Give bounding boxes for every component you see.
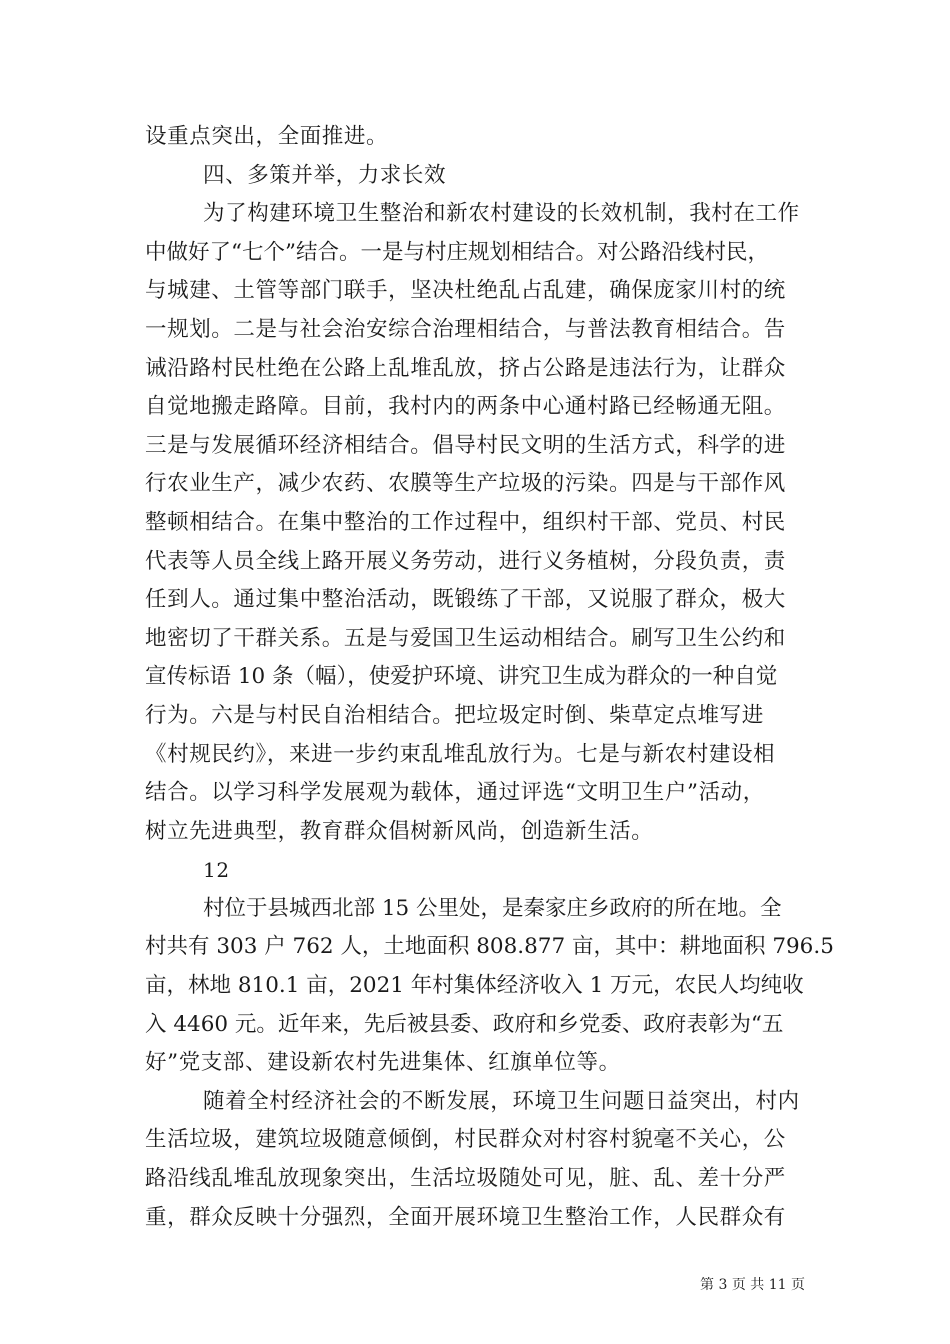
- text-line: 好”党支部、建设新农村先进集体、红旗单位等。: [145, 1050, 621, 1076]
- text-line: 树立先进典型，教育群众倡树新风尚，创造新生活。: [145, 818, 654, 844]
- text-line: 村共有 303 户 762 人，土地面积 808.877 亩，其中：耕地面积 796.5: [145, 934, 834, 960]
- text-line: 宣传标语 10 条（幅），使爱护环境、讲究卫生成为群众的一种自觉: [145, 664, 778, 690]
- text-line: 与城建、土管等部门联手，坚决杜绝乱占乱建，确保庞家川村的统: [145, 278, 786, 304]
- text-line: 自觉地搬走路障。目前，我村内的两条中心通村路已经畅通无阻。: [145, 394, 786, 420]
- section-heading: 四、多策并举，力求长效: [203, 162, 447, 188]
- text-line: 入 4460 元。近年来，先后被县委、政府和乡党委、政府表彰为“五: [145, 1011, 784, 1037]
- text-line: 村位于县城西北部 15 公里处，是秦家庄乡政府的所在地。全: [203, 895, 782, 921]
- text-line: 三是与发展循环经济相结合。倡导村民文明的生活方式，科学的进: [145, 432, 786, 458]
- page-number: 第 3 页 共 11 页: [700, 1277, 805, 1293]
- text-line: 路沿线乱堆乱放现象突出，生活垃圾随处可见，脏、乱、差十分严: [145, 1166, 786, 1192]
- text-line: 亩，林地 810.1 亩，2021 年村集体经济收入 1 万元，农民人均纯收: [145, 973, 804, 999]
- text-line: 整顿相结合。在集中整治的工作过程中，组织村干部、党员、村民: [145, 509, 786, 535]
- text-line: 行农业生产，减少农药、农膜等生产垃圾的污染。四是与干部作风: [145, 471, 786, 497]
- body-text: [145, 118, 834, 1237]
- text-line: 行为。六是与村民自治相结合。把垃圾定时倒、柴草定点堆写进: [145, 702, 764, 728]
- text-line: 地密切了干群关系。五是与爱国卫生运动相结合。刷写卫生公约和: [145, 625, 786, 651]
- text-line: 诫沿路村民杜绝在公路上乱堆乱放，挤占公路是违法行为，让群众: [145, 355, 786, 381]
- text-line: 结合。以学习科学发展观为载体，通过评选“文明卫生户”活动，: [145, 780, 765, 806]
- section-number: 12: [203, 858, 230, 883]
- text-line: 生活垃圾，建筑垃圾随意倾倒，村民群众对村容村貌毫不关心，公: [145, 1127, 786, 1153]
- text-line: 为了构建环境卫生整治和新农村建设的长效机制，我村在工作: [203, 201, 800, 227]
- text-line: 随着全村经济社会的不断发展，环境卫生问题日益突出，村内: [203, 1088, 800, 1114]
- text-line: 中做好了“七个”结合。一是与村庄规划相结合。对公路沿线村民，: [145, 239, 769, 265]
- text-line: 设重点突出，全面推进。: [145, 124, 389, 149]
- text-line: 重，群众反映十分强烈，全面开展环境卫生整治工作，人民群众有: [145, 1204, 786, 1230]
- text-line: 任到人。通过集中整治活动，既锻练了干部，又说服了群众，极大: [145, 587, 786, 613]
- text-line: 《村规民约》，来进一步约束乱堆乱放行为。七是与新农村建设相: [145, 741, 776, 767]
- text-line: 代表等人员全线上路开展义务劳动，进行义务植树，分段负责，责: [145, 548, 786, 574]
- text-line: 一规划。二是与社会治安综合治理相结合，与普法教育相结合。告: [145, 316, 786, 342]
